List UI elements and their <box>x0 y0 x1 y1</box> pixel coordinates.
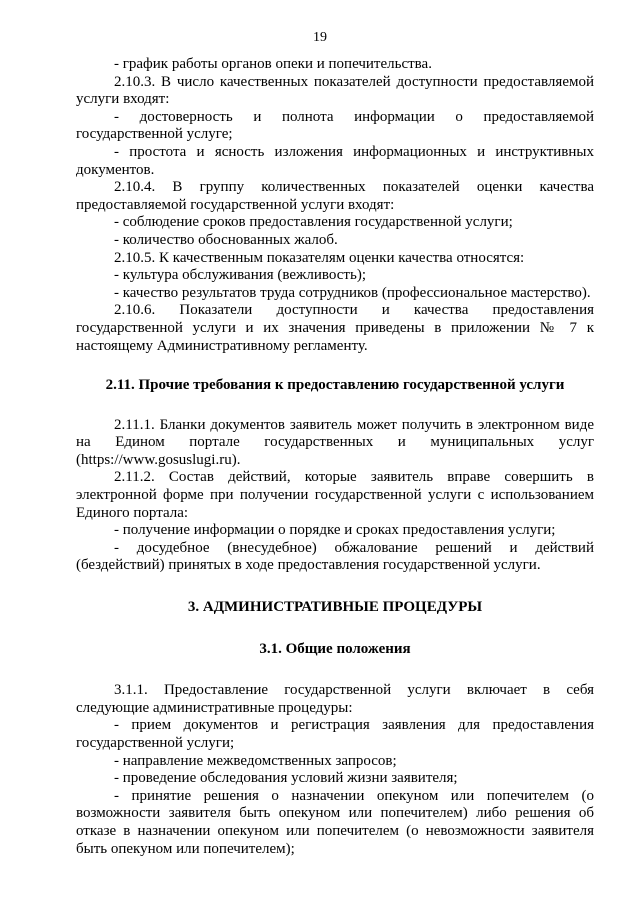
section-heading-3-1: 3.1. Общие положения <box>259 640 411 657</box>
paragraph: 2.10.4. В группу количественных показателей оценки качества предоставляемой государственной услуги входят: <box>76 179 594 213</box>
paragraph: - культура обслуживания (вежливость); <box>114 267 366 284</box>
paragraph: - прием документов и регистрация заявления для предоставления государственной услуги; <box>76 717 594 751</box>
paragraph: - проведение обследования условий жизни заявителя; <box>114 770 458 787</box>
page-number: 19 <box>313 30 327 45</box>
paragraph: 2.10.5. К качественным показателям оценки качества относятся: <box>114 249 525 266</box>
paragraph: - количество обоснованных жалоб. <box>114 231 338 248</box>
paragraph: 3.1.1. Предоставление государственной услуги включает в себя следующие административные процедуры: <box>76 682 594 716</box>
paragraph: - простота и ясность изложения информационных и инструктивных документов. <box>76 143 594 178</box>
paragraph: - график работы органов опеки и попечительства. <box>114 56 432 72</box>
section-heading-2-11: 2.11. Прочие требования к предоставлению государственной услуги <box>105 377 565 394</box>
paragraph: 2.11.1. Бланки документов заявитель может получить в электронном виде на Едином портале государственных и муниципальных услуг (https://www.gosuslugi.ru). <box>76 416 594 468</box>
paragraph: 2.11.2. Состав действий, которые заявитель вправе совершить в электронной форме при получении государственной услуги с использованием Единого портала: <box>76 469 594 521</box>
paragraph: 2.10.3. В число качественных показателей доступности предоставляемой услуги входят: <box>76 73 594 108</box>
paragraph: - направление межведомственных запросов; <box>114 752 397 769</box>
paragraph: - достоверность и полнота информации о предоставляемой государственной услуге; <box>76 108 594 143</box>
document-body <box>76 56 594 858</box>
chapter-heading-3: 3. АДМИНИСТРАТИВНЫЕ ПРОЦЕДУРЫ <box>187 599 483 616</box>
paragraph: 2.10.6. Показатели доступности и качества предоставления государственной услуги и их значения приведены в приложении № 7 к настоящему Административному регламенту. <box>76 302 594 354</box>
paragraph: - принятие решения о назначении опекуном или попечителем (о возможности заявителя быть опекуном или попечителем) либо решения об отказе в назначении опекуном или попечителем (о невозможности заявителя быть опекуном или попечителем); <box>76 787 594 857</box>
paragraph: - досудебное (внесудебное) обжалование решений и действий (бездействий) принятых в ходе предоставления государственной услуги. <box>76 539 594 574</box>
paragraph: - соблюдение сроков предоставления государственной услуги; <box>114 214 513 231</box>
paragraph: - качество результатов труда сотрудников (профессиональное мастерство). <box>114 284 591 301</box>
paragraph: - получение информации о порядке и сроках предоставления услуги; <box>114 522 556 539</box>
